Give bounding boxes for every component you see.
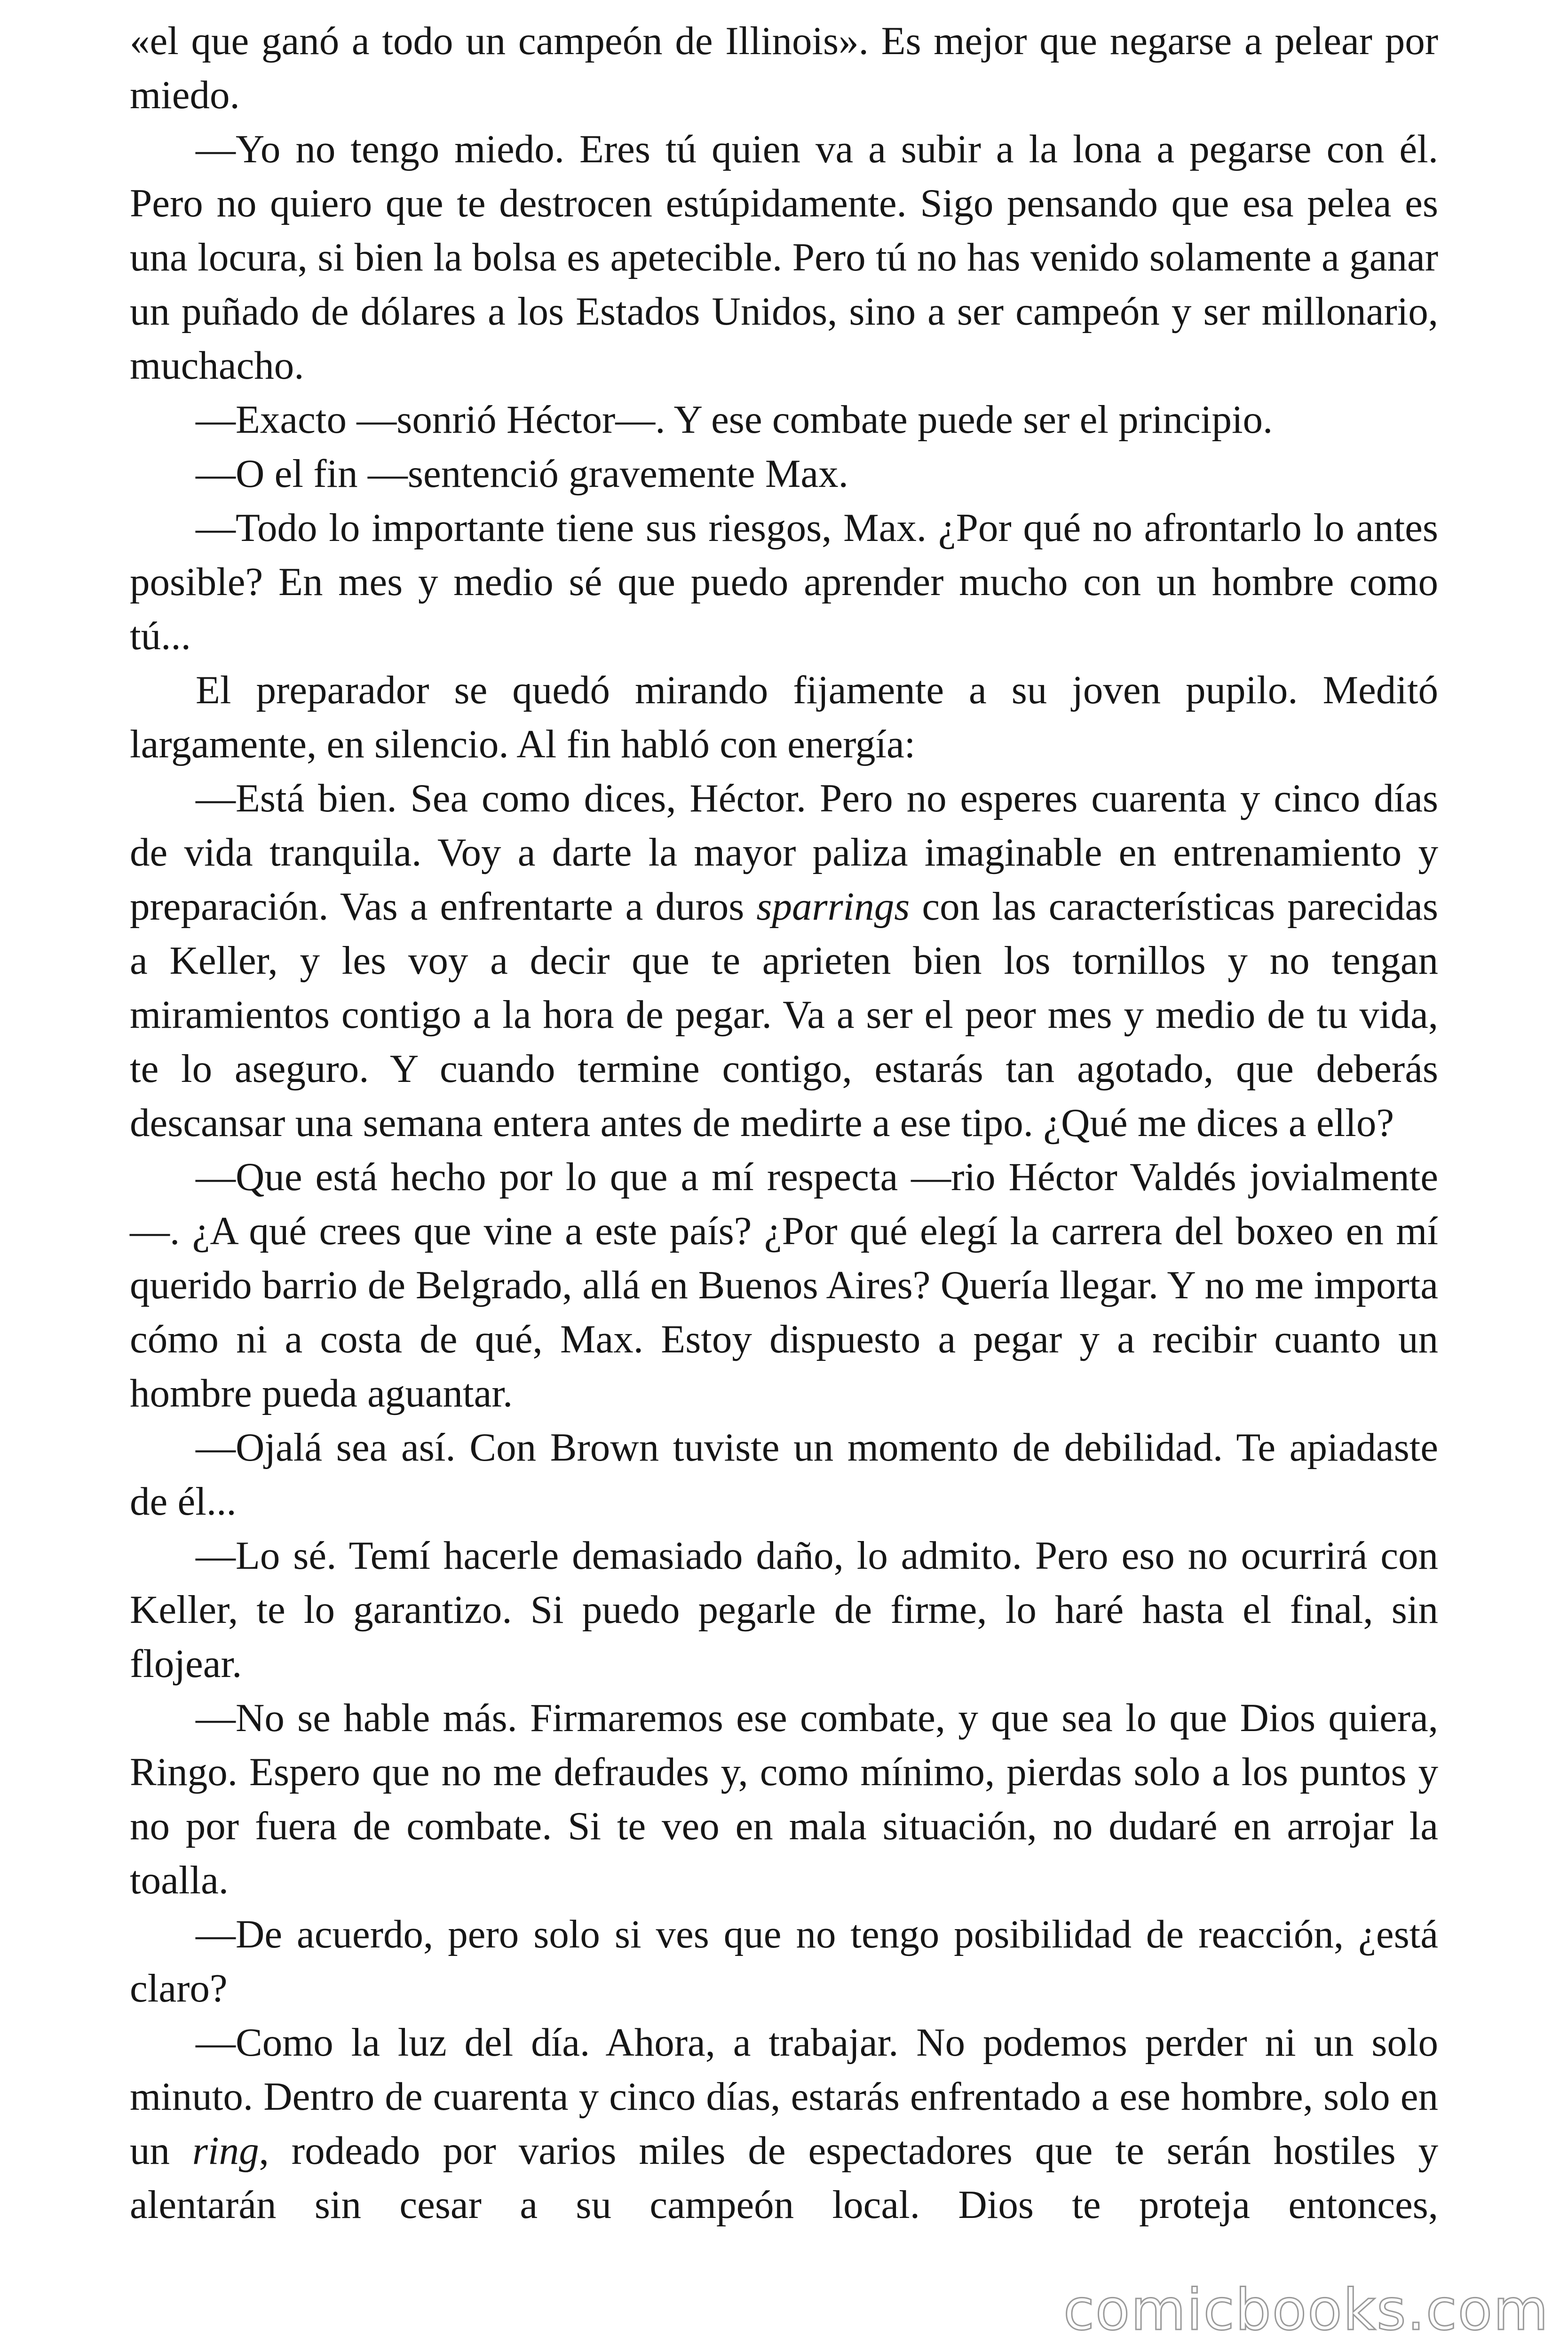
paragraph: —Exacto —sonrió Héctor—. Y ese combate puede ser el principio. (196, 397, 1273, 442)
paragraph (130, 771, 1438, 1150)
paragraph: —O el fin —sentenció gravemente Max. (196, 452, 848, 496)
paragraph: —De acuerdo, pero solo si ves que no tengo posibilidad de reacción, ¿está claro? (130, 1912, 1438, 2010)
italic-term: ring (192, 2129, 259, 2173)
paragraph-text: —Está bien. Sea como dices, Héctor. Pero no esperes cuarenta y cinco días de vida tranquila. Voy a darte la mayor paliza imaginable en entrenamiento y preparación. Vas a enfrentarte a duros (130, 776, 1438, 929)
paragraph: —Todo lo importante tiene sus riesgos, Max. ¿Por qué no afrontarlo lo antes posible? En mes y medio sé que puedo aprender mucho con un hombre como tú... (130, 506, 1438, 658)
body-text (130, 14, 1438, 2232)
paragraph: —No se hable más. Firmaremos ese combate, y que sea lo que Dios quiera, Ringo. Espero que no me defraudes y, como mínimo, pierdas solo a los puntos y no por fuera de combate. Si te veo en mala situación, no dudaré en arrojar la toalla. (130, 1696, 1438, 1902)
paragraph: El preparador se quedó mirando fijamente a su joven pupilo. Meditó largamente, en silencio. Al fin habló con energía: (130, 668, 1438, 766)
paragraph: —Ojalá sea así. Con Brown tuviste un momento de debilidad. Te apiadaste de él... (130, 1425, 1438, 1524)
paragraph: «el que ganó a todo un campeón de Illinois». Es mejor que negarse a pelear por miedo. (130, 19, 1438, 117)
paragraph: —Lo sé. Temí hacerle demasiado daño, lo admito. Pero eso no ocurrirá con Keller, te lo garantizo. Si puedo pegarle de firme, lo haré hasta el final, sin flojear. (130, 1534, 1438, 1686)
italic-term: sparrings (756, 884, 910, 929)
paragraph-text: , rodeado por varios miles de espectadores que te serán hostiles y alentarán sin cesar a su campeón local. Dios te proteja entonces, (130, 2129, 1438, 2227)
paragraph: —Que está hecho por lo que a mí respecta —rio Héctor Valdés jovialmente—. ¿A qué crees que vine a este país? ¿Por qué elegí la carrera del boxeo en mí querido barrio de Belgrado, allá en Buenos Aires? Quería llegar. Y no me importa cómo ni a costa de qué, Max. Estoy dispuesto a pegar y a recibir cuanto un hombre pueda aguantar. (130, 1155, 1438, 1415)
watermark-logo: comicbooks.com (1063, 2278, 1549, 2343)
paragraph-text: con las características parecidas a Keller, y les voy a decir que te aprieten bien los tornillos y no tengan miramientos contigo a la hora de pegar. Va a ser el peor mes y medio de tu vida, te lo aseguro. Y cuando termine contigo, estarás tan agotado, que deberás descansar una semana entera antes de medirte a ese tipo. ¿Qué me dices a ello? (130, 884, 1438, 1145)
paragraph: —Yo no tengo miedo. Eres tú quien va a subir a la lona a pegarse con él. Pero no quiero que te destrocen estúpidamente. Sigo pensando que esa pelea es una locura, si bien la bolsa es apetecible. Pero tú no has venido solamente a ganar un puñado de dólares a los Estados Unidos, sino a ser campeón y ser millonario, muchacho. (130, 127, 1438, 388)
paragraph (130, 2016, 1438, 2232)
paragraph-text: —Como la luz del día. Ahora, a trabajar. No podemos perder ni un solo minuto. Dentro de cuarenta y cinco días, estarás enfrentado a ese hombre, solo en un (130, 2020, 1438, 2173)
